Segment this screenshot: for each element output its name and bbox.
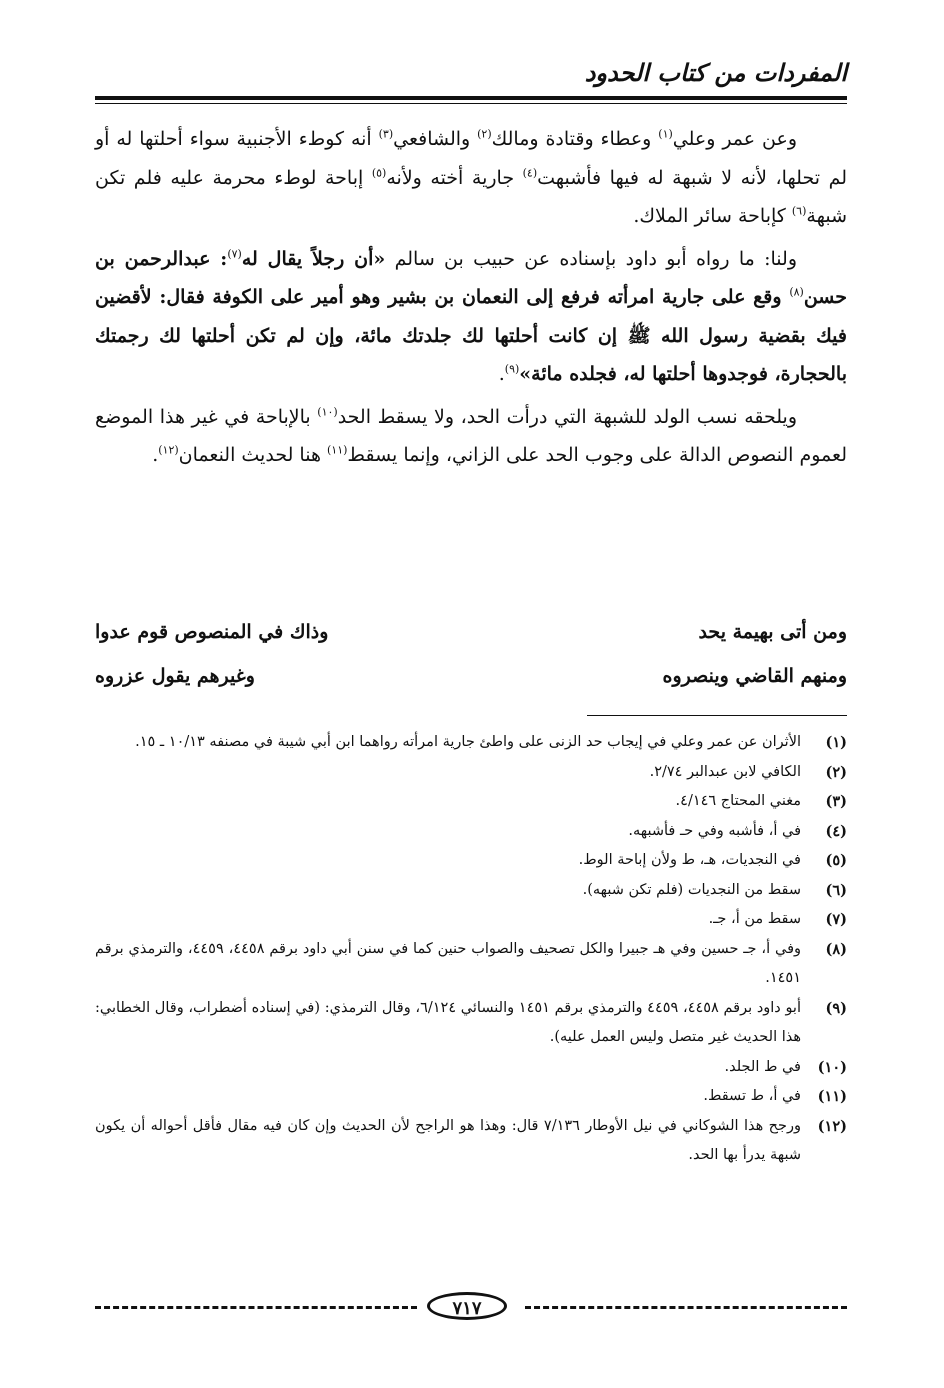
text-span: جارية أخته ولأنه — [386, 166, 523, 189]
footnote-item — [95, 846, 847, 876]
footnote-text: الكافي لابن عبدالبر ٢/٧٤. — [649, 763, 801, 780]
footnote-number: (٢) — [825, 763, 847, 781]
footnote-text: أبو داود برقم ٤٤٥٨، ٤٤٥٩ والترمذي برقم ١٤٥١ والنسائي ٦/١٢٤، وقال الترمذي: (في إسناده أضطراب، وقال الخطابي: هذا الحديث غير متصل وليس العمل عليه). — [95, 999, 801, 1045]
text-span: . — [498, 363, 505, 385]
text-span: بالإباحة في غير هذا الموضع لعموم النصوص الدالة على وجوب الحد على الزاني، وإنما يسقط — [95, 405, 847, 466]
footer-dashed-rule — [95, 1306, 417, 1309]
footnote-text: الأثران عن عمر وعلي في إيجاب حد الزنى على واطئ جارية امرأته رواهما ابن أبي شيبة في مصنفه ١٠/١٣ ـ ١٥. — [135, 734, 801, 750]
verse-second-hemistich: وغيرهم يقول عزروه — [95, 665, 255, 687]
footnote-number: (٤) — [825, 822, 847, 840]
footnote-item — [95, 1053, 847, 1083]
paragraph-2 — [95, 240, 847, 394]
footnote-item — [95, 876, 847, 906]
footnote-number: (١١) — [817, 1088, 847, 1105]
footnote-number: (٦) — [825, 881, 847, 899]
footnote-number: (٥) — [825, 852, 847, 869]
hadith-quote: وقع على جارية امرأته فرفع إلى النعمان بن بشير وهو أمير على الكوفة فقال: لأقضين فيك بقضية رسول الله ﷺ إن كانت أحلتها لك جلدتك مائة، وإن لم تكن أحلتها لك رجمتك بالحجارة، فوجدوها أحلتها له، فجلده مائة» — [95, 286, 847, 385]
footnote-text: في ط الجلد. — [724, 1058, 801, 1075]
page-number: ٧١٧ — [427, 1292, 507, 1320]
footnote-number: (١٠) — [817, 1058, 847, 1076]
footnote-item — [95, 817, 847, 847]
verse-first-hemistich: ومن أتى بهيمة يحد — [698, 621, 847, 643]
main-text — [95, 120, 847, 479]
footnote-ref-11[interactable]: (١١) — [327, 443, 348, 457]
footnote-ref-8[interactable]: (٨) — [789, 285, 804, 299]
footnote-text: في النجديات، هـ، ط ولأن إباحة الوط. — [578, 852, 801, 868]
verse-line — [95, 610, 847, 654]
footnote-text: سقط من أ، جـ. — [708, 911, 801, 927]
footnote-item — [95, 1112, 847, 1171]
text-span: هنا لحديث النعمان — [178, 444, 327, 466]
paragraph-1 — [95, 120, 847, 236]
footnote-text: في أ، فأشبه وفي حـ فأشبهه. — [628, 822, 801, 839]
footer-dashed-rule — [525, 1306, 847, 1309]
page-footer — [95, 1292, 847, 1322]
hadith-quote: : عبدالرحمن بن حسن — [95, 247, 847, 308]
footnote-text: مغني المحتاج ٤/١٤٦. — [675, 793, 801, 809]
footnote-text: ورجح هذا الشوكاني في نيل الأوطار ٧/١٣٦ قال: وهذا هو الراجح لأن الحديث وإن كان فيه مقال فأقل أحواله أن يكون شبهة يدرأ بها الحد. — [95, 1117, 801, 1163]
footnote-number: (١) — [825, 734, 847, 751]
verse-first-hemistich: ومنهم القاضي وينصروه — [662, 665, 847, 687]
footnote-ref-12[interactable]: (١٢) — [158, 443, 179, 457]
footnote-text: سقط من النجديات (فلم تكن شبهه). — [582, 881, 801, 898]
footnote-item — [95, 994, 847, 1053]
footnote-item — [95, 935, 847, 994]
text-span: إباحة لوطء محرمة عليه فلم تكن شبهة — [95, 166, 847, 227]
footnote-ref-7[interactable]: (٧) — [227, 247, 242, 261]
footnote-item — [95, 1082, 847, 1112]
footnote-item — [95, 905, 847, 935]
footnote-item — [95, 728, 847, 758]
text-span: ويلحقه نسب الولد للشبهة التي درأت الحد، ولا يسقط الحد — [337, 405, 798, 428]
footnote-number: (٨) — [825, 940, 847, 958]
footnote-ref-2[interactable]: (٢) — [477, 127, 492, 141]
running-header-title: المفردات من كتاب الحدود — [584, 58, 847, 87]
footnote-ref-9[interactable]: (٩) — [504, 362, 520, 376]
text-span: . — [152, 444, 159, 466]
footnote-number: (٩) — [825, 999, 847, 1017]
footnote-ref-10[interactable]: (١٠) — [317, 405, 338, 419]
text-span: أنه كوطء الأجنبية سواء أحلتها له أو لم تحلها، لأنه لا شبهة له فيها فأشبهت — [95, 128, 847, 189]
verse-second-hemistich: وذاك في المنصوص قوم عدوا — [95, 621, 329, 643]
footnote-ref-3[interactable]: (٣) — [378, 127, 394, 141]
footnote-item — [95, 758, 847, 788]
footnote-text: في أ، ط تسقط. — [703, 1088, 801, 1104]
text-span: والشافعي — [393, 128, 478, 150]
footnote-number: (١٢) — [817, 1117, 847, 1135]
footnote-ref-4[interactable]: (٤) — [522, 166, 538, 180]
footnote-ref-5[interactable]: (٥) — [371, 166, 387, 180]
footnote-ref-6[interactable]: (٦) — [791, 204, 807, 218]
header-double-rule — [95, 96, 847, 104]
footnote-text: وفي أ، جـ حسين وفي هـ جبيرا والكل تصحيف والصواب حنين كما في سنن أبي داود برقم ٤٤٥٨، ٤٤٥٩، والترمذي برقم ١٤٥١. — [95, 940, 801, 986]
footnote-ref-1[interactable]: (١) — [658, 127, 673, 141]
footnote-item — [95, 787, 847, 817]
footnote-number: (٣) — [825, 793, 847, 810]
footnote-number: (٧) — [825, 911, 847, 928]
poem-verses — [95, 610, 847, 698]
footnote-separator — [587, 715, 847, 716]
text-span: كإباحة سائر الملاك. — [633, 205, 792, 227]
paragraph-3 — [95, 398, 847, 475]
text-span: وعن عمر وعلي — [672, 128, 797, 150]
book-page — [95, 40, 847, 1350]
text-span: ولنا: ما رواه أبو داود بإسناده عن حبيب بن سالم — [385, 247, 797, 270]
verse-line — [95, 654, 847, 698]
footnotes — [95, 728, 847, 1171]
text-span: وعطاء وقتادة ومالك — [491, 128, 659, 150]
hadith-quote: «أن رجلاً يقال له — [241, 247, 386, 270]
